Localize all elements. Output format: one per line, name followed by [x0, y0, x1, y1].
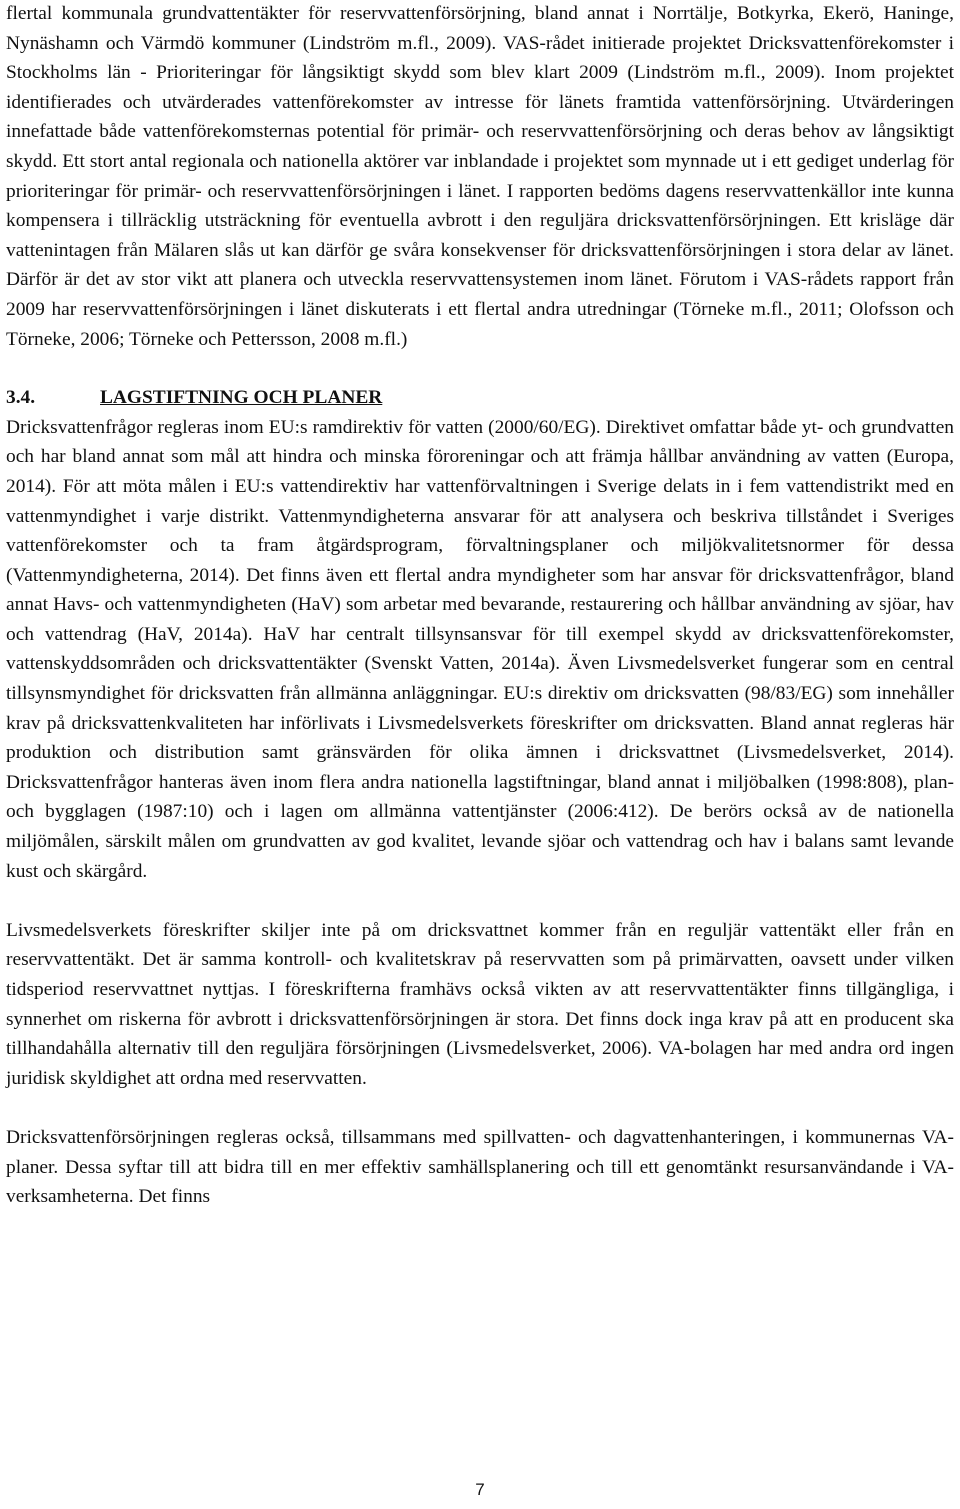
- paragraph-food-agency-regulations: Livsmedelsverkets föreskrifter skiljer inte på om dricksvattnet kommer från en reguljär vattentäkt eller från en reservvattentäkt. Det är samma kontroll- och kvalitetskrav på reservvatten som på primärvatten, oavsett under vilken tidsperiod reservvattnet nyttjas. I föreskrifterna framhävs också vikten av att reservvattentäkter finns tillgängliga, i synnerhet om riskerna för avbrott i dricksvattenförsörjningen är stora. Det finns dock inga krav på att en producent ska tillhandahålla alternativ till den reguljära försörjningen (Livsmedelsverket, 2006). VA-bolagen har med andra ord ingen juridisk skyldighet att ordna med reservvatten.: [6, 919, 954, 1089]
- section-title: LAGSTIFTNING OCH PLANER: [100, 387, 383, 409]
- section-number: 3.4.: [6, 387, 36, 409]
- paragraph-legislation: Dricksvattenfrågor regleras inom EU:s ramdirektiv för vatten (2000/60/EG). Direktivet omfattar både yt- och grundvatten och har bland annat som mål att hindra och minska föroreningar och att främja hållbar användning av vatten (Europa, 2014). För att möta målen i EU:s vattendirektiv har vattenförvaltningen i Sverige delats in i fem vattendistrikt med en vattenmyndighet i varje distrikt. Vattenmyndigheterna ansvarar för att analysera och beskriva tillståndet i Sveriges vattenförekomster och ta fram åtgärdsprogram, förvaltningsplaner och miljökvalitetsnormer för dessa (Vattenmyndigheterna, 2014). Det finns även ett flertal andra myndigheter som har ansvar för dricksvattenfrågor, bland annat Havs- och vattenmyndigheten (HaV) som arbetar med bevarande, restaurering och hållbar användning av sjöar, hav och vattendrag (HaV, 2014a). HaV har centralt tillsynsansvar för till exempel skydd av dricksvattenförekomster, vattenskyddsområden och dricksvattentäkter (Svenskt Vatten, 2014a). Även Livsmedelsverket fungerar som en central tillsynsmyndighet för dricksvatten från allmänna anläggningar. EU:s direktiv om dricksvatten (98/83/EG) som innehåller krav på dricksvattenkvaliteten har införlivats i Livsmedelsverkets föreskrifter om dricksvatten. Bland annat regleras här produktion och distribution samt gränsvärden för olika ämnen i dricksvattnet (Livsmedelsverket, 2014). Dricksvattenfrågor hanteras även inom flera andra nationella lagstiftningar, bland annat i miljöbalken (1998:808), plan- och bygglagen (1987:10) och i lagen om allmänna vattentjänster (2006:412). De berörs också av de nationella miljömålen, särskilt målen om grundvatten av god kvalitet, levande sjöar och vattendrag och hav i balans samt levande kust och skärgård.: [6, 416, 954, 882]
- paragraph-reserve-water-history: flertal kommunala grundvattentäkter för reservvattenförsörjning, bland annat i Norrtälje, Botkyrka, Ekerö, Haninge, Nynäshamn och Värmdö kommuner (Lindström m.fl., 2009). VAS-rådet initierade projektet Dricksvattenförekomster i Stockholms län - Prioriteringar för långsiktigt skydd som blev klart 2009 (Lindström m.fl., 2009). Inom projektet identifierades och utvärderades vattenförekomster av intresse för länets framtida vattenförsörjning. Utvärderingen innefattade både vattenförekomsternas potential för primär- och reservvattenförsörjning och deras behov av långsiktigt skydd. Ett stort antal regionala och nationella aktörer var inblandade i projektet som mynnade ut i ett gediget underlag för prioriteringar för primär- och reservvattenförsörjningen i länet. I rapporten bedöms dagens reservvattenkällor inte kunna kompensera i tillräcklig utsträckning för eventuella avbrott i den reguljära dricksvattenförsörjningen. Ett krisläge där vattenintagen från Mälaren slås ut kan därför ge svåra konsekvenser för dricksvattenförsörjningen i stora delar av länet. Därför är det av stor vikt att planera och utveckla reservvattensystemen inom länet. Förutom i VAS-rådets rapport från 2009 har reservvattenförsörjningen i länet diskuterats i ett flertal andra utredningar (Törneke m.fl., 2011; Olofsson och Törneke, 2006; Törneke och Pettersson, 2008 m.fl.): [6, 3, 954, 350]
- section-heading: [6, 383, 954, 413]
- paragraph-va-plans: Dricksvattenförsörjningen regleras också, tillsammans med spillvatten- och dagvattenhanteringen, i kommunernas VA-planer. Dessa syftar till att bidra till en mer effektiv samhällsplanering och till ett genomtänkt resursanvändande i VA-verksamheterna. Det finns: [6, 1126, 954, 1208]
- document-page: [6, 0, 954, 1212]
- page-number: 7: [475, 1480, 485, 1499]
